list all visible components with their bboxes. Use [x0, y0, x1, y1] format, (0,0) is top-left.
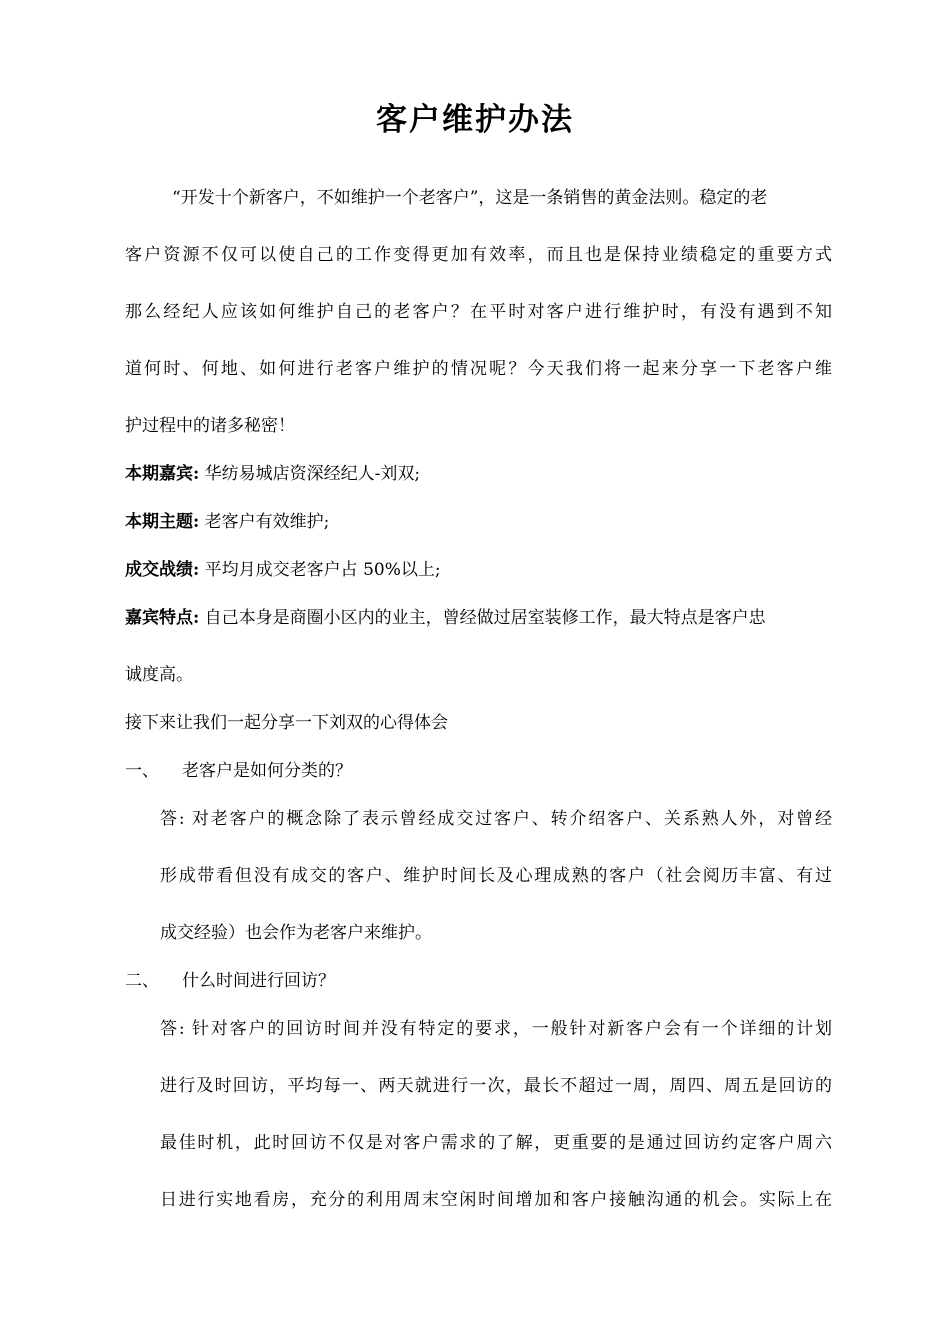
- section-question: 什么时间进行回访？: [182, 971, 335, 991]
- info-row-record: [125, 559, 441, 581]
- intro-line: 客户资源不仅可以使自己的工作变得更加有效率，而且也是保持业绩稳定的重要方式: [125, 245, 832, 265]
- section-question: 老客户是如何分类的？: [182, 761, 352, 781]
- intro-line: 道何时、何地、如何进行老客户维护的情况呢？今天我们将一起来分享一下老客户维: [125, 359, 832, 379]
- info-value: 老客户有效维护;: [199, 512, 330, 532]
- section-number: 一、: [125, 761, 159, 781]
- info-row-features-continued: 诚度高。: [125, 665, 193, 685]
- info-row-guest: [125, 463, 420, 485]
- info-label: 本期主题:: [125, 512, 200, 532]
- info-row-features: [125, 607, 766, 629]
- info-value: 华纺易城店资深经纪人-刘双;: [199, 464, 421, 484]
- section-heading: [125, 970, 335, 992]
- section-number: 二、: [125, 971, 159, 991]
- info-row-topic: [125, 511, 329, 533]
- answer-line: 最佳时机，此时回访不仅是对客户需求的了解，更重要的是通过回访约定客户周六: [160, 1133, 832, 1153]
- info-value: 平均月成交老客户占 50%以上;: [199, 560, 441, 580]
- info-label: 嘉宾特点:: [125, 608, 200, 628]
- answer-line: 答: 针对客户的回访时间并没有特定的要求，一般针对新客户会有一个详细的计划: [160, 1019, 832, 1039]
- info-value: 自己本身是商圈小区内的业主，曾经做过居室装修工作，最大特点是客户忠: [199, 608, 766, 628]
- intro-line: 护过程中的诸多秘密！: [125, 416, 295, 436]
- document-title: 客户维护办法: [376, 102, 574, 138]
- answer-line: 日进行实地看房，充分的利用周末空闲时间增加和客户接触沟通的机会。实际上在: [160, 1190, 832, 1210]
- answer-line: 答: 对老客户的概念除了表示曾经成交过客户、转介绍客户、关系熟人外，对曾经: [160, 809, 832, 829]
- info-label: 本期嘉宾:: [125, 464, 200, 484]
- answer-line: 形成带看但没有成交的客户、维护时间长及心理成熟的客户（社会阅历丰富、有过: [160, 866, 832, 886]
- intro-line: 那么经纪人应该如何维护自己的老客户？在平时对客户进行维护时，有没有遇到不知: [125, 302, 832, 322]
- intro-line: “开发十个新客户，不如维护一个老客户”，这是一条销售的黄金法则。稳定的老: [172, 188, 768, 208]
- section-heading: [125, 760, 352, 782]
- info-label: 成交战绩:: [125, 560, 200, 580]
- answer-line: 成交经验）也会作为老客户来维护。: [160, 923, 432, 943]
- answer-line: 进行及时回访，平均每一、两天就进行一次，最长不超过一周，周四、周五是回访的: [160, 1076, 832, 1096]
- transition-text: 接下来让我们一起分享一下刘双的心得体会: [125, 713, 448, 733]
